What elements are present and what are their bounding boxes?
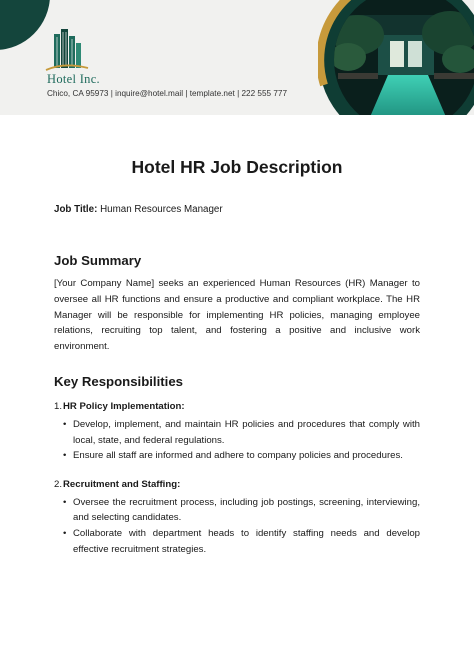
list-item: • Ensure all staff are informed and adhere to company policies and procedures. <box>54 448 420 464</box>
key-responsibilities-heading: Key Responsibilities <box>54 374 183 389</box>
job-title-label: Job Title: <box>54 204 98 215</box>
hotel-building-logo-icon <box>44 26 90 76</box>
responsibilities-list <box>54 400 420 557</box>
list-item: • Collaborate with department heads to identify staffing needs and develop effective recruitment strategies. <box>54 526 420 557</box>
item-title: HR Policy Implementation: <box>63 401 185 412</box>
corner-decoration <box>0 0 50 50</box>
responsibility-title-row <box>54 478 420 492</box>
item-number: 2. <box>54 478 63 490</box>
job-title-value: Human Resources Manager <box>100 204 223 215</box>
responsibility-item <box>54 400 420 464</box>
item-number: 1. <box>54 401 63 412</box>
company-name: Hotel Inc. <box>47 72 100 86</box>
job-summary-heading: Job Summary <box>54 253 142 268</box>
document-title: Hotel HR Job Description <box>131 157 343 177</box>
job-title-line <box>54 204 223 215</box>
list-item: • Oversee the recruitment process, including job postings, screening, interviewing, and selecting candidates. <box>54 495 420 526</box>
item-title: Recruitment and Staffing: <box>63 478 181 490</box>
job-summary-text: [Your Company Name] seeks an experienced Human Resources (HR) Manager to oversee all HR functions and ensure a productive and compliant workplace. The HR Manager will be responsible for implementing HR policies, managing employee relations, recruiting top talent, and fostering a positive and inclusive work environment. <box>54 278 420 353</box>
list-item: • Develop, implement, and maintain HR policies and procedures that comply with local, state, and federal regulations. <box>54 417 420 448</box>
letterhead <box>0 0 474 115</box>
responsibility-title-row <box>54 400 420 414</box>
bullet-list <box>54 417 420 464</box>
hotel-lobby-photo <box>318 0 474 115</box>
responsibility-item <box>54 478 420 557</box>
bullet-list <box>54 495 420 557</box>
contact-line: Chico, CA 95973 | inquire@hotel.mail | template.net | 222 555 777 <box>47 89 287 98</box>
